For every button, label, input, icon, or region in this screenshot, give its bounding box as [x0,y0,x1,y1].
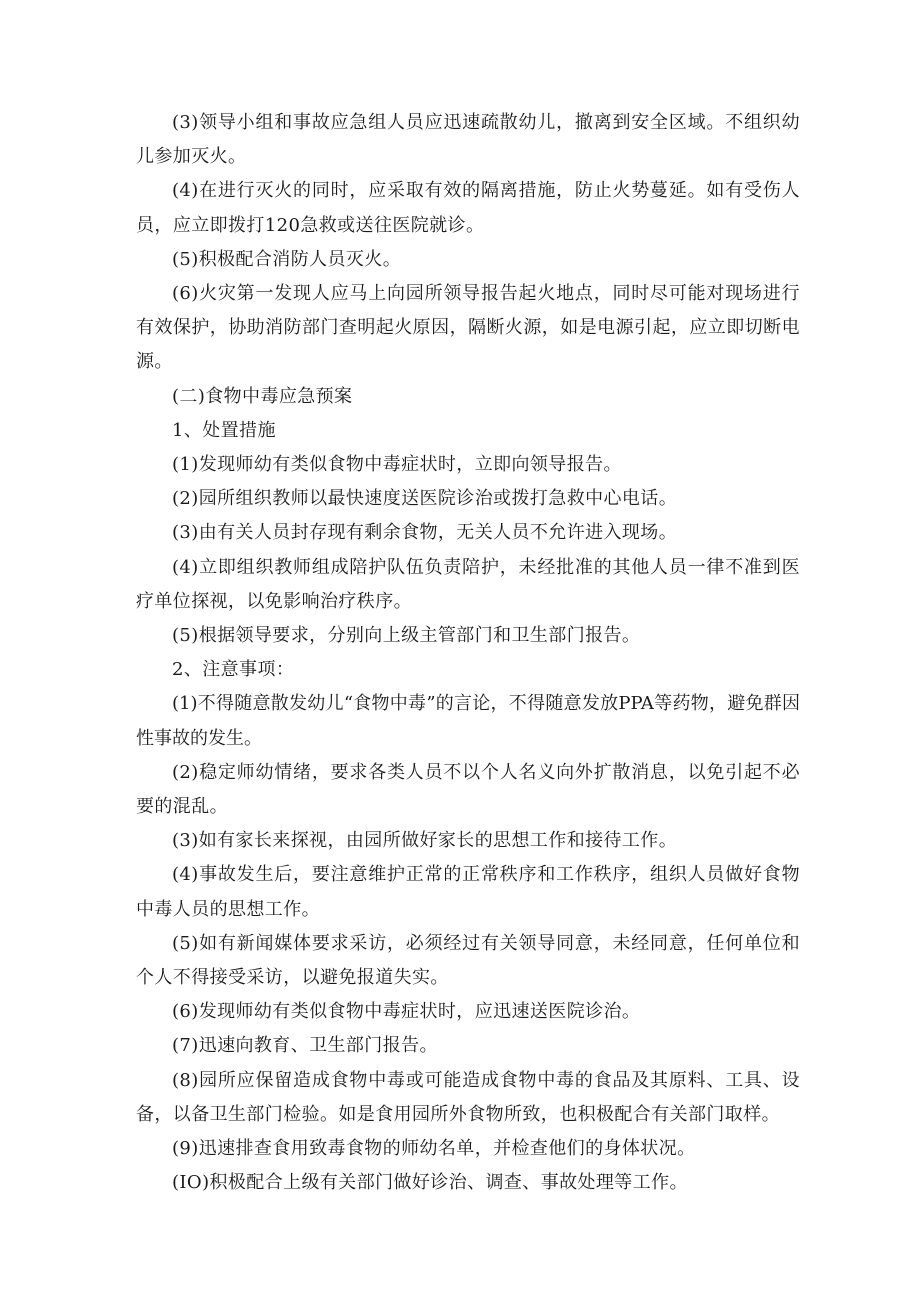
paragraph-note-9: (9)迅速排查食用致毒食物的师幼名单，并检查他们的身体状况。 [172,1138,696,1160]
paragraph-note-7: (7)迅速向教育、卫生部门报告。 [172,1035,438,1057]
paragraph-measure-4: (4)立即组织教师组成陪护队伍负责陪护，未经批准的其他人员一律不准到医疗单位探视，以免影响治疗秩序。 [136,556,800,612]
paragraph-fire-report: (6)火灾第一发现人应马上向园所领导报告起火地点，同时尽可能对现场进行有效保护，协助消防部门查明起火原因，隔断火源，如是电源引起，应立即切断电源。 [136,283,800,373]
paragraph-note-3: (3)如有家长来探视，由园所做好家长的思想工作和接待工作。 [172,830,678,852]
paragraph-measure-1: (1)发现师幼有类似食物中毒症状时，立即向领导报告。 [172,454,622,476]
subheading-measures: 1、处置措施 [172,419,276,441]
paragraph-measure-3: (3)由有关人员封存现有剩余食物，无关人员不允许进入现场。 [172,522,678,544]
paragraph-note-1: (1)不得随意散发幼儿“食物中毒”的言论，不得随意发放PPA等药物，避免群因性事故的发生。 [136,693,800,749]
paragraph-note-4: (4)事故发生后，要注意维护正常的正常秩序和工作秩序，组织人员做好食物中毒人员的思想工作。 [136,864,800,920]
paragraph-note-8: (8)园所应保留造成食物中毒或可能造成食物中毒的食品及其原料、工具、设备，以备卫生部门检验。如是食用园所外食物所致，也积极配合有关部门取样。 [136,1069,800,1125]
paragraph-fire-isolation: (4)在进行灭火的同时，应采取有效的隔离措施，防止火势蔓延。如有受伤人员，应立即拨打120急救或送往医院就诊。 [136,180,800,236]
document-body [136,106,800,1201]
paragraph-note-2: (2)稳定师幼情绪，要求各类人员不以个人名义向外扩散消息，以免引起不必要的混乱。 [136,761,800,818]
paragraph-measure-2: (2)园所组织教师以最快速度送医院诊治或拨打急救中心电话。 [172,488,678,510]
section-heading-food-poisoning: (二)食物中毒应急预案 [172,385,353,407]
paragraph-note-10: (IO)积极配合上级有关部门做好诊治、调查、事故处理等工作。 [172,1172,688,1194]
paragraph-fire-cooperate: (5)积极配合消防人员灭火。 [172,248,402,270]
paragraph-fire-evacuate: (3)领导小组和事故应急组人员应迅速疏散幼儿，撤离到安全区域。不组织幼儿参加灭火。 [136,112,800,168]
subheading-notes: 2、注意事项： [172,659,295,681]
paragraph-note-5: (5)如有新闻媒体要求采访，必须经过有关领导同意，未经同意，任何单位和个人不得接受采访，以避免报道失实。 [136,932,800,989]
paragraph-measure-5: (5)根据领导要求，分别向上级主管部门和卫生部门报告。 [172,625,641,647]
paragraph-note-6: (6)发现师幼有类似食物中毒症状时，应迅速送医院诊治。 [172,1001,641,1023]
